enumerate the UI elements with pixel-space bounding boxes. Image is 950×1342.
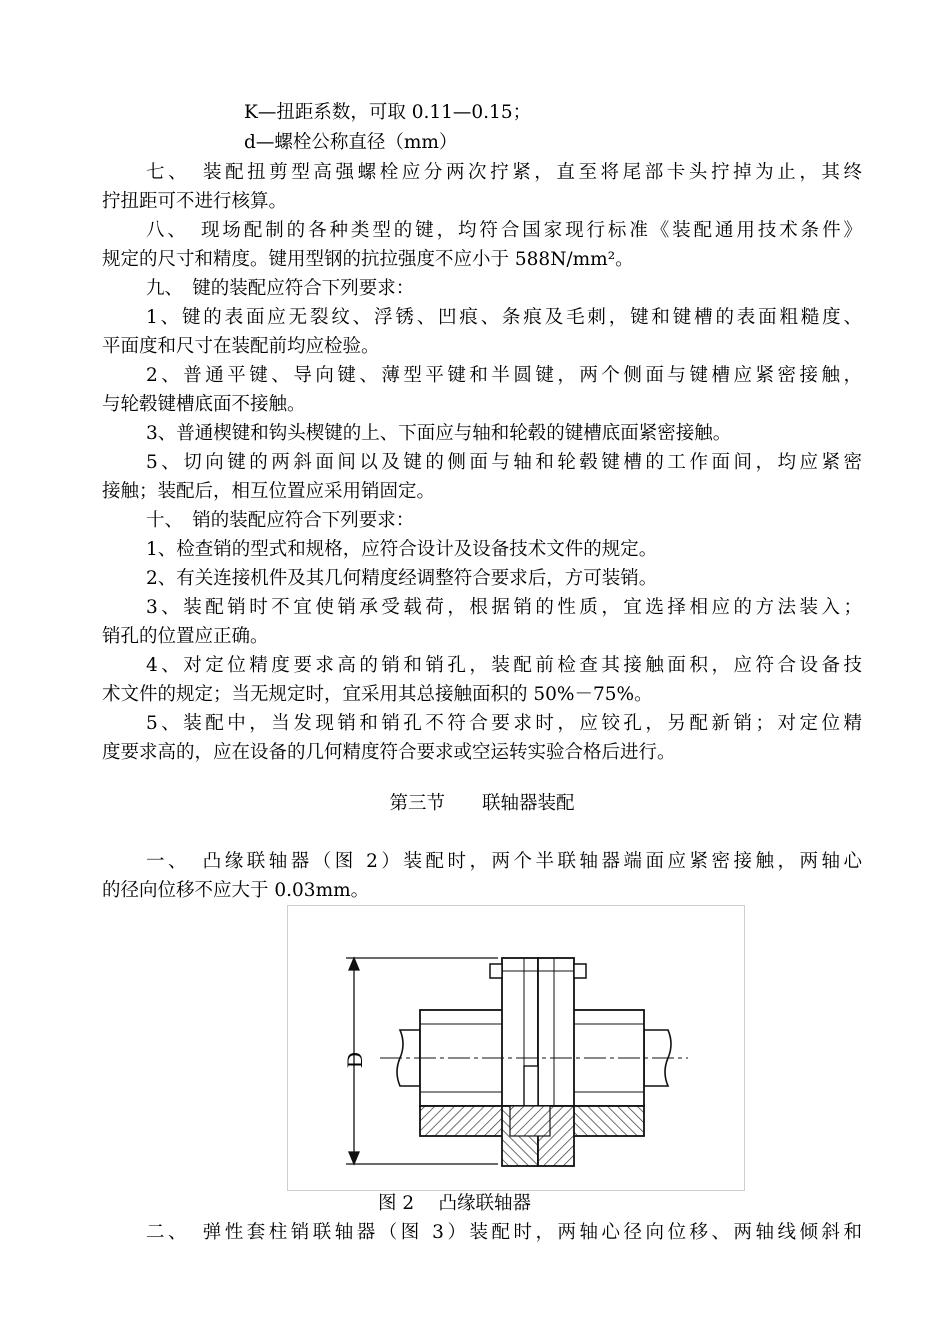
text-line: 术文件的规定；当无规定时，宜采用其总接触面积的 50%－75%。 (102, 684, 653, 705)
text-line: 2、有关连接机件及其几何精度经调整符合要求后，方可装销。 (146, 568, 658, 589)
text-line: 2、普通平键、导向键、薄型平键和半圆键，两个侧面与键槽应紧密接触， (146, 365, 862, 386)
text-line: 二、 弹性套柱销联轴器（图 3）装配时，两轴心径向位移、两轴线倾斜和 (146, 1222, 862, 1243)
bolt-head (490, 964, 502, 978)
text-line: 4、对定位精度要求高的销和销孔，装配前检查其接触面积，应符合设备技 (146, 655, 862, 676)
text-line: 销孔的位置应正确。 (102, 626, 269, 647)
text-line: 一、 凸缘联轴器（图 2）装配时，两个半联轴器端面应紧密接触，两轴心 (146, 851, 862, 872)
text-line: 十、 销的装配应符合下列要求： (146, 510, 415, 531)
section-heading: 第三节 联轴器装配 (389, 793, 575, 814)
text-line: 5、切向键的两斜面间以及键的侧面与轴和轮毂键槽的工作面间，均应紧密 (146, 452, 862, 473)
text-line: 平面度和尺寸在装配前均应检验。 (102, 336, 380, 357)
coupling-figure (287, 905, 745, 1191)
right-flange (538, 958, 574, 1106)
text-line: 1、检查销的型式和规格，应符合设计及设备技术文件的规定。 (146, 539, 658, 560)
text-line: 拧扭距可不进行核算。 (102, 191, 288, 212)
text-line: 1、键的表面应无裂纹、浮锈、凹痕、条痕及毛刺，键和键槽的表面粗糙度、 (146, 307, 862, 328)
text-line: 规定的尺寸和精度。键用型钢的抗拉强度不应小于 588N/mm²。 (102, 249, 634, 270)
text-line: d—螺栓公称直径（mm） (244, 132, 458, 153)
text-line: 度要求高的，应在设备的几何精度符合要求或空运转实验合格后进行。 (102, 742, 676, 763)
text-line: 接触；装配后，相互位置应采用销固定。 (102, 481, 436, 502)
text-line: 八、 现场配制的各种类型的键，均符合国家现行标准《装配通用技术条件》 (146, 220, 862, 241)
text-line: 5、装配中，当发现销和销孔不符合要求时，应铰孔，另配新销；对定位精 (146, 713, 862, 734)
text-line: 的径向位移不应大于 0.03mm。 (102, 880, 370, 901)
bolt-nut (574, 964, 586, 978)
text-line: 与轮毂键槽底面不接触。 (102, 394, 306, 415)
key (524, 1066, 538, 1106)
left-hub-section (420, 1106, 510, 1136)
text-line: K—扭距系数，可取 0.11—0.15； (244, 102, 532, 123)
dimension-label: D (342, 1052, 367, 1068)
text-line: 九、 键的装配应符合下列要求： (146, 278, 415, 299)
text-line: 七、 装配扭剪型高强螺栓应分两次拧紧，直至将尾部卡头拧掉为止，其终 (146, 162, 862, 183)
text-line: 3、普通楔键和钩头楔键的上、下面应与轴和轮毂的键槽底面紧密接触。 (146, 423, 732, 444)
text-line: 3、装配销时不宜使销承受载荷，根据销的性质，宜选择相应的方法装入； (146, 597, 862, 618)
figure-caption: 图 2 凸缘联轴器 (378, 1193, 532, 1214)
flange-coupling-drawing (288, 906, 744, 1190)
